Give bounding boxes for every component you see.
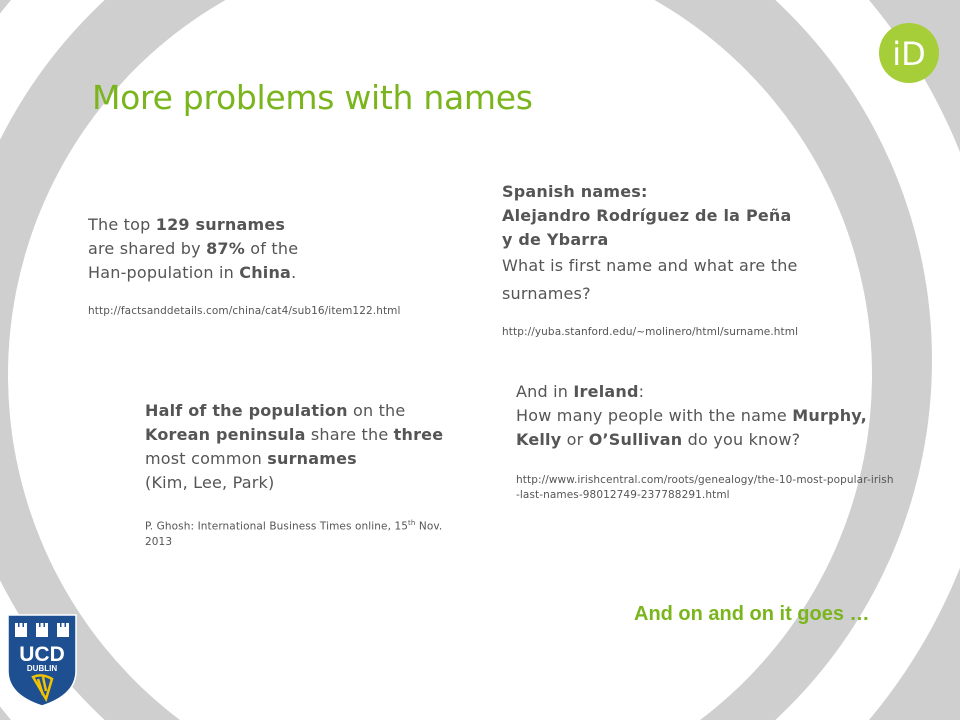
ireland-source-link[interactable]: http://www.irishcentral.com/roots/genealogy/the-10-most-popular-irish-last-names-98012749-237788291.html: [516, 474, 894, 501]
svg-text:DUBLIN: DUBLIN: [26, 664, 58, 673]
svg-text:UCD: UCD: [19, 643, 65, 666]
spain-source-link[interactable]: http://yuba.stanford.edu/~molinero/html/surname.html: [502, 326, 799, 338]
ucd-logo-icon: [6, 613, 78, 708]
orcid-logo-icon: [878, 22, 940, 84]
korea-paragraph: Half of the population on the Korean peninsula share the three most common surnames (Kim, Lee, Park): [145, 401, 444, 492]
china-paragraph: The top 129 surnames are shared by 87% of the Han-population in China.: [88, 215, 299, 282]
korea-source-citation: P. Ghosh: International Business Times online, 15th Nov. 2013: [145, 519, 443, 548]
china-source-link[interactable]: http://factsanddetails.com/china/cat4/sub16/item122.html: [88, 305, 401, 317]
ireland-paragraph: And in Ireland: How many people with the name Murphy, Kelly or O’Sullivan do you know?: [516, 382, 867, 449]
svg-text:iD: iD: [892, 35, 926, 73]
page-title: More problems with names: [92, 78, 533, 117]
footer-tagline: And on and on it goes …: [634, 603, 870, 625]
spain-paragraph: Spanish names: Alejandro Rodríguez de la Peña y de Ybarra What is first name and what are the surnames?: [502, 182, 798, 303]
